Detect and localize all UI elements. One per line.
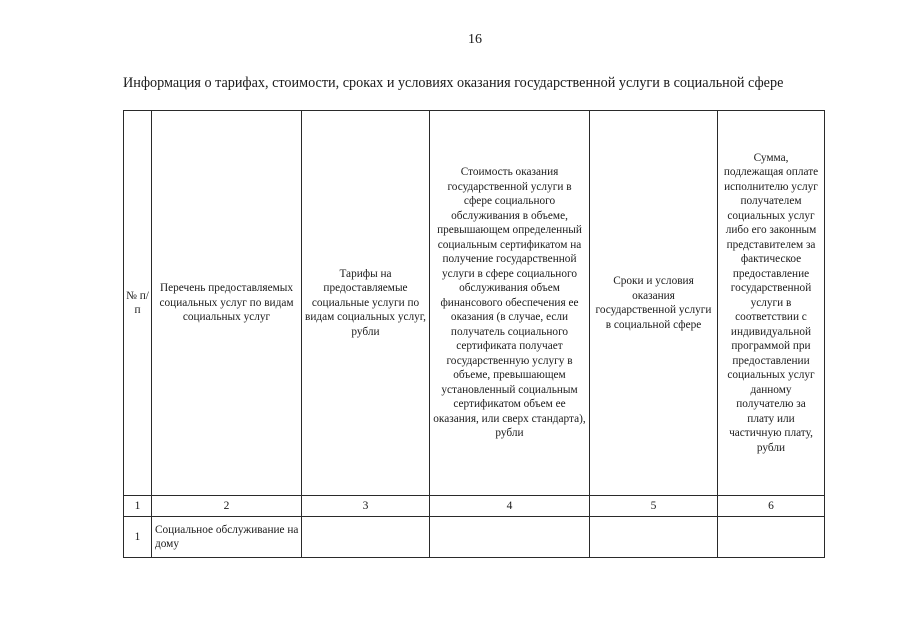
header-terms-label: Сроки и условия оказания государственной услуги в социальной сфере — [595, 275, 712, 331]
document-title: Информация о тарифах, стоимости, сроках и условиях оказания государственной услуги в социальной сфере — [123, 75, 784, 91]
column-number-row — [124, 496, 825, 517]
header-payment-sum-label: Сумма, подлежащая оплате исполнителю услуг получателем социальных услуг либо его законным представителем за фактическое предоставление государственной услуги в соответствии с индивидуальной программой при предоставлении социальных услуг данному получателю за плату или частичную плату, рубли — [723, 151, 819, 454]
service-name-cell: Социальное обслуживание на дому — [152, 517, 302, 558]
header-cell-terms — [590, 111, 718, 496]
table-row — [124, 517, 825, 558]
terms-cell — [590, 517, 718, 558]
header-cell-services-list — [152, 111, 302, 496]
header-tariffs-label: Тарифы на предоставляемые социальные услуги по видам социальных услуг, рубли — [304, 267, 426, 338]
payment-sum-cell — [718, 517, 825, 558]
header-services-list-label: Перечень предоставляемых социальных услуг по видам социальных услуг — [159, 282, 294, 324]
header-number-label: № п/п — [126, 289, 149, 316]
column-number-cell: 1 — [124, 496, 152, 517]
column-number-cell: 2 — [152, 496, 302, 517]
column-number-cell: 3 — [302, 496, 430, 517]
tariff-cell — [302, 517, 430, 558]
header-cell-tariffs — [302, 111, 430, 496]
page-number: 16 — [468, 32, 482, 47]
tariff-table — [123, 110, 825, 558]
header-cell-payment-sum — [718, 111, 825, 496]
column-number-cell: 4 — [430, 496, 590, 517]
table-header-row — [124, 111, 825, 496]
column-number-cell: 5 — [590, 496, 718, 517]
row-number-cell: 1 — [124, 517, 152, 558]
header-cost-label: Стоимость оказания государственной услуги в сфере социального обслуживания в объеме, превышающем определенный социальным сертификатом на получение государственной услуги в сфере социального обслуживания объем финансового обеспечения ее оказания (в случае, если получатель социального сертификата получает государственную услугу в объеме, превышающем установленный социальным сертификатом объем ее оказания, или сверх стандарта), рубли — [433, 166, 586, 440]
cost-cell — [430, 517, 590, 558]
column-number-cell: 6 — [718, 496, 825, 517]
header-cell-cost — [430, 111, 590, 496]
header-cell-number — [124, 111, 152, 496]
